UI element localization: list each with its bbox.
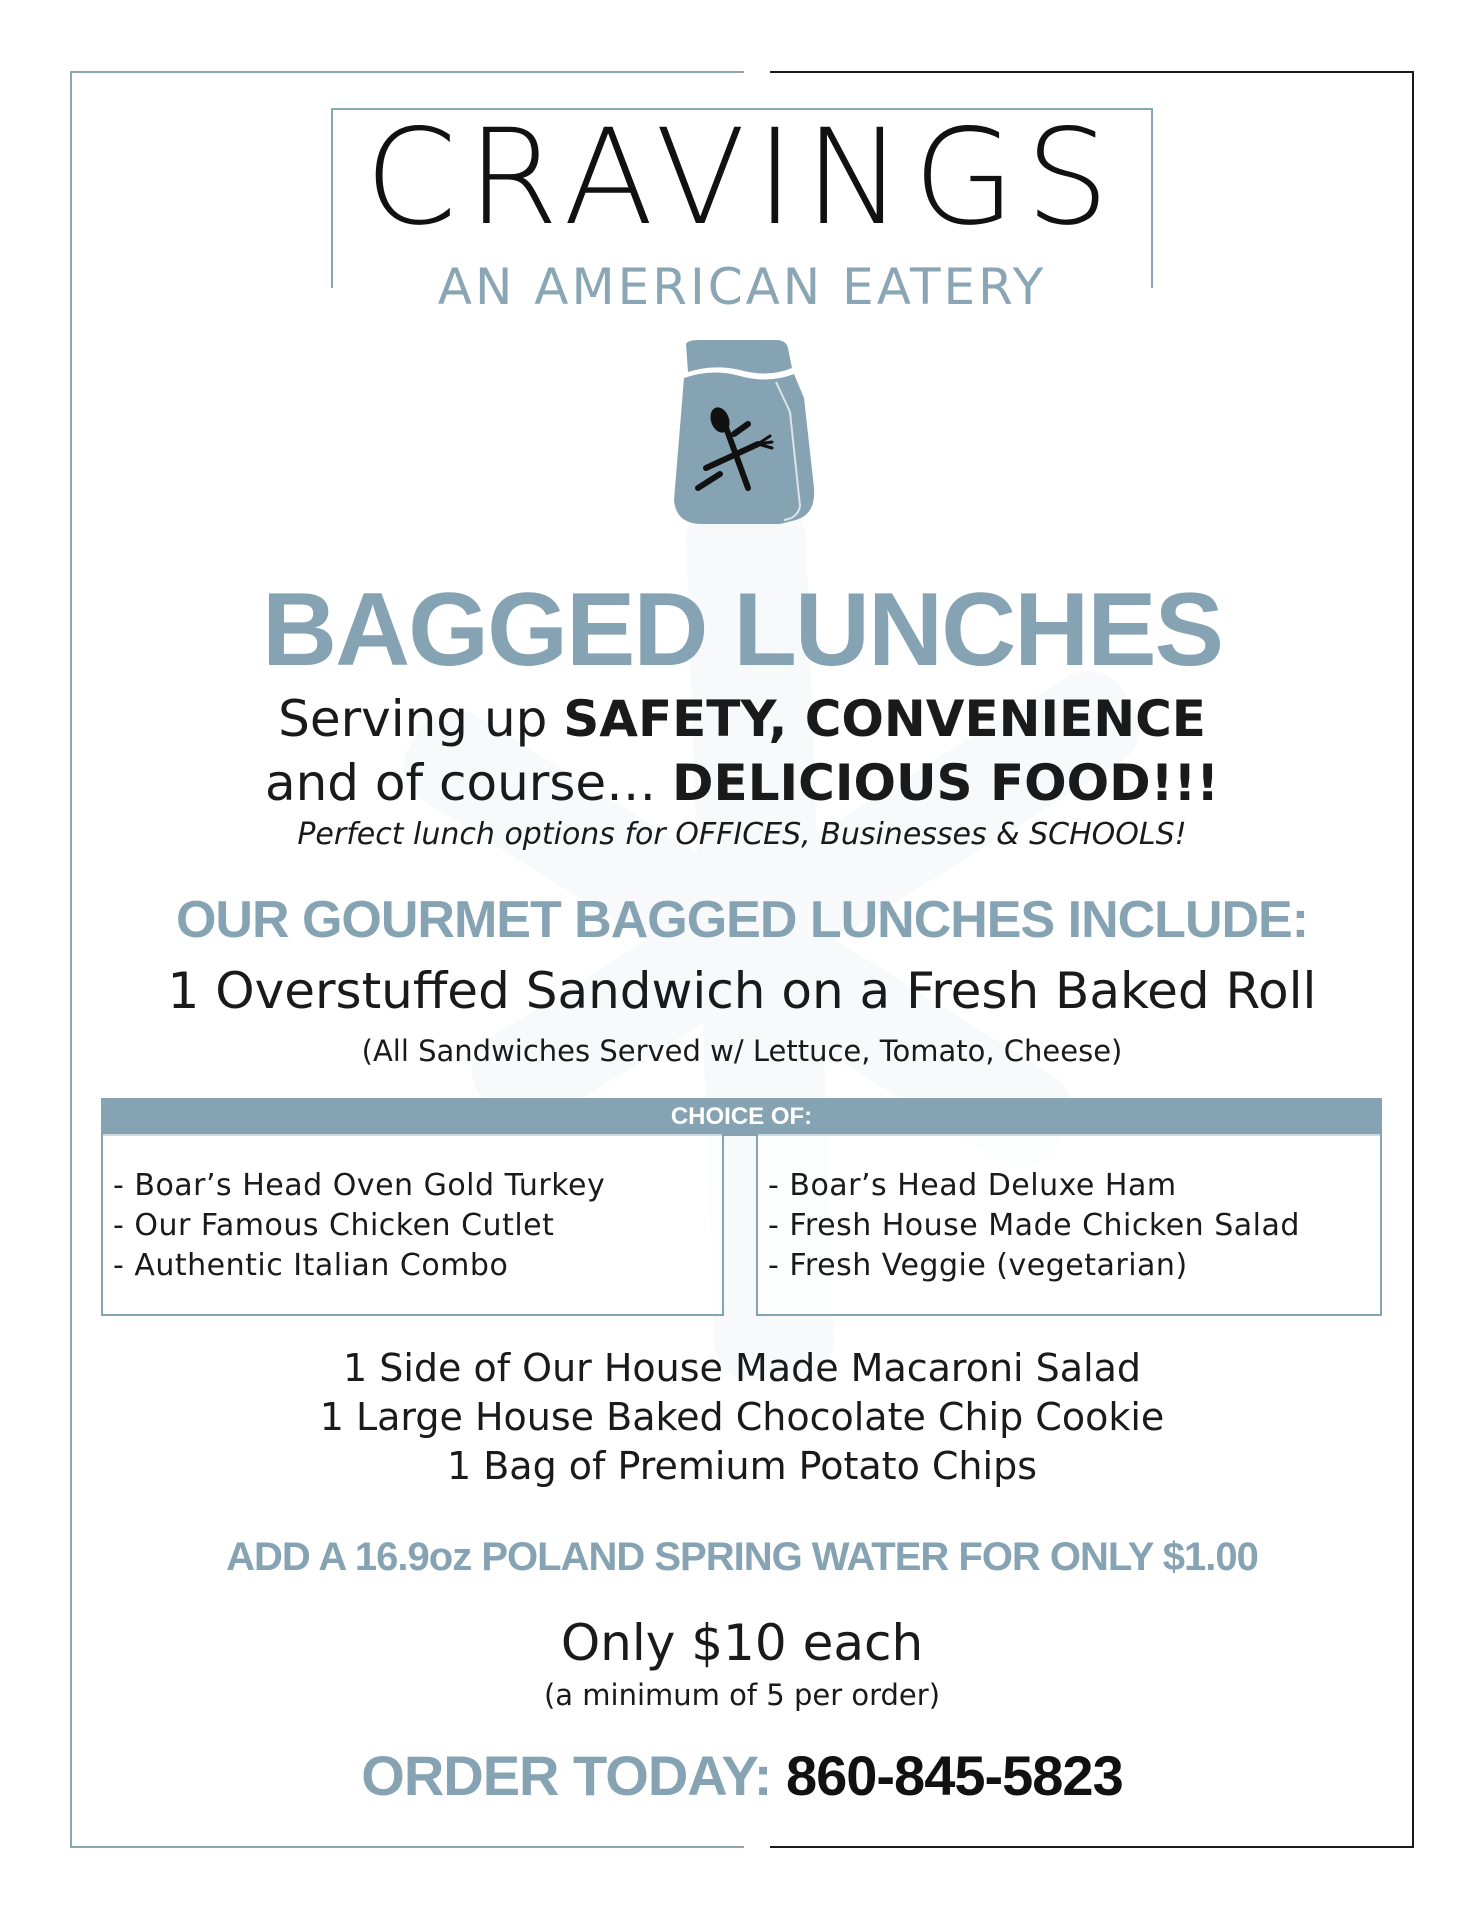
price: Only $10 each — [560, 1614, 924, 1672]
choice-item: - Boar’s Head Deluxe Ham — [768, 1168, 1177, 1203]
sandwich-note: (All Sandwiches Served w/ Lettuce, Tomato, Cheese) — [361, 1034, 1123, 1068]
tagline: Perfect lunch options for OFFICES, Businesses & SCHOOLS! — [297, 817, 1187, 852]
sandwich-line: 1 Overstuffed Sandwich on a Fresh Baked Roll — [167, 962, 1317, 1020]
choice-item: - Fresh Veggie (vegetarian) — [768, 1248, 1188, 1283]
serving-line-1-prefix: Serving up — [278, 690, 564, 748]
choice-column-right — [756, 1134, 1382, 1316]
choice-header: CHOICE OF: — [101, 1098, 1382, 1136]
minimum-order-note: (a minimum of 5 per order) — [543, 1678, 941, 1712]
serving-line-2 — [0, 754, 1484, 812]
extra-item-macaroni: 1 Side of Our House Made Macaroni Salad — [342, 1346, 1142, 1390]
order-phone: 860-845-5823 — [785, 1744, 1123, 1807]
logo-subtitle-text: AN AMERICAN EATERY — [416, 258, 1068, 316]
choice-item: - Authentic Italian Combo — [113, 1248, 509, 1283]
extra-item-cookie: 1 Large House Baked Chocolate Chip Cookie — [319, 1395, 1165, 1439]
serving-line-2-prefix: and of course… — [264, 754, 673, 812]
headline: BAGGED LUNCHES — [261, 572, 1223, 688]
choice-item: - Our Famous Chicken Cutlet — [113, 1208, 555, 1243]
serving-line-1 — [0, 690, 1484, 748]
choice-item: - Fresh House Made Chicken Salad — [768, 1208, 1300, 1243]
lunch-bag-icon — [668, 338, 818, 538]
includes-heading: OUR GOURMET BAGGED LUNCHES INCLUDE: — [175, 891, 1309, 949]
logo-name: CRAVINGS — [364, 101, 1120, 255]
water-offer: ADD A 16.9oz POLAND SPRING WATER FOR ONLY $1.00 — [226, 1535, 1258, 1579]
choice-column-left — [101, 1134, 724, 1316]
serving-line-2-bold: DELICIOUS FOOD!!! — [672, 754, 1220, 812]
order-label: ORDER TODAY: — [361, 1744, 786, 1807]
choice-item: - Boar’s Head Oven Gold Turkey — [113, 1168, 606, 1203]
serving-line-1-bold: SAFETY, CONVENIENCE — [563, 690, 1206, 748]
extra-item-chips: 1 Bag of Premium Potato Chips — [446, 1444, 1037, 1488]
logo-subtitle — [331, 258, 1153, 316]
order-line — [0, 1744, 1484, 1807]
